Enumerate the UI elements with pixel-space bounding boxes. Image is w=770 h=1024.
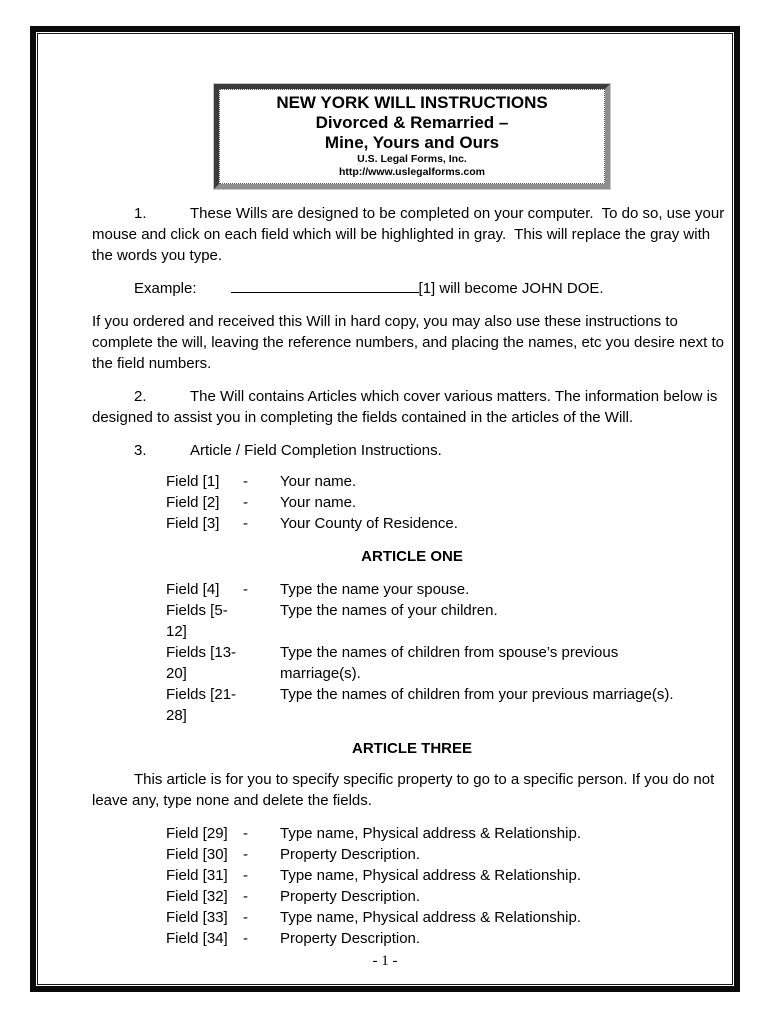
example-label: Example: xyxy=(134,280,197,297)
example-suffix: [1] will become JOHN DOE. xyxy=(418,280,604,297)
field-description: Your name. xyxy=(280,494,357,511)
document-title-line3: Mine, Yours and Ours xyxy=(324,133,500,152)
field-row xyxy=(166,513,732,534)
field-label: Fields [21-28] xyxy=(166,686,237,724)
field-row xyxy=(166,642,732,684)
field-dash: - xyxy=(243,909,248,926)
paragraph-2-text: The Will contains Articles which cover various matters. The information below is designed to assist you in completing the fields contained in the articles of the Will. xyxy=(92,388,722,426)
paragraph-1-text: These Wills are designed to be completed on your computer. To do so, use your mouse and click on each field which will be highlighted in gray. This will replace the gray with the words you type. xyxy=(92,205,729,264)
field-dash: - xyxy=(243,930,248,947)
field-dash: - xyxy=(243,581,248,598)
field-description: Property Description. xyxy=(280,888,421,905)
field-dash: - xyxy=(243,473,248,490)
field-label: Field [1] xyxy=(166,473,220,490)
field-row xyxy=(166,492,732,513)
field-description: Type the name your spouse. xyxy=(280,581,470,598)
paragraph-2 xyxy=(92,386,732,428)
paragraph-3-text: Article / Field Completion Instructions. xyxy=(190,442,442,459)
field-description: Type name, Physical address & Relationship. xyxy=(280,867,581,884)
field-dash: - xyxy=(243,825,248,842)
field-description: Type name, Physical address & Relationship. xyxy=(280,909,581,926)
paragraph-hardcopy-text: If you ordered and received this Will in hard copy, you may also use these instructions to complete the will, leaving the reference numbers, and placing the names, etc you desire next to the field numbers. xyxy=(92,313,729,372)
field-label: Field [4] xyxy=(166,581,220,598)
field-row xyxy=(166,471,732,492)
field-dash xyxy=(243,684,280,726)
field-label: Field [31] xyxy=(166,867,228,884)
page-content xyxy=(38,34,732,984)
page-border-inner-rule xyxy=(37,33,733,985)
publisher-name: U.S. Legal Forms, Inc. xyxy=(357,153,467,165)
page-border-frame xyxy=(30,26,740,992)
example-blank-underline xyxy=(231,278,419,293)
article-three-intro-text: This article is for you to specify specific property to go to a specific person. If you do not leave any, type none and delete the fields. xyxy=(92,771,719,809)
title-box xyxy=(214,84,610,189)
field-row xyxy=(166,865,732,886)
field-row xyxy=(166,823,732,844)
field-description: Property Description. xyxy=(280,846,421,863)
field-dash: - xyxy=(243,888,248,905)
paragraph-2-number: 2. xyxy=(134,388,147,405)
field-description: Type the names of children from your previous marriage(s). xyxy=(280,686,674,703)
field-dash xyxy=(243,642,280,684)
field-description: Type name, Physical address & Relationship. xyxy=(280,825,581,842)
field-dash xyxy=(243,600,280,642)
field-row xyxy=(166,844,732,865)
field-row xyxy=(166,907,732,928)
field-description: Property Description. xyxy=(280,930,421,947)
field-description: Your County of Residence. xyxy=(280,515,458,532)
field-row xyxy=(166,928,732,949)
field-description: Type the names of your children. xyxy=(280,602,498,619)
field-label: Field [34] xyxy=(166,930,228,947)
field-label: Field [2] xyxy=(166,494,220,511)
paragraph-hardcopy xyxy=(92,311,732,374)
paragraph-1 xyxy=(92,203,732,266)
field-description: Type the names of children from spouse’s previous marriage(s). xyxy=(280,644,619,682)
article-one-heading: ARTICLE ONE xyxy=(361,548,463,565)
field-label: Fields [13-20] xyxy=(166,644,237,682)
field-row xyxy=(166,886,732,907)
document-title-line2: Divorced & Remarried – xyxy=(315,113,509,132)
article-three-intro xyxy=(92,769,732,811)
field-label: Field [3] xyxy=(166,515,220,532)
field-row xyxy=(166,579,732,600)
example-line xyxy=(92,278,732,299)
field-label: Fields [5-12] xyxy=(166,602,228,640)
field-label: Field [30] xyxy=(166,846,228,863)
field-label: Field [32] xyxy=(166,888,228,905)
document-title-line1: NEW YORK WILL INSTRUCTIONS xyxy=(276,93,548,112)
field-dash: - xyxy=(243,846,248,863)
field-row xyxy=(166,600,732,642)
page-number: - 1 - xyxy=(372,953,398,969)
paragraph-3 xyxy=(92,440,732,461)
field-row xyxy=(166,684,732,726)
field-label: Field [33] xyxy=(166,909,228,926)
article-three-field-list xyxy=(92,823,732,949)
article-one-field-list xyxy=(92,579,732,726)
article-three-heading: ARTICLE THREE xyxy=(352,740,472,757)
paragraph-3-number: 3. xyxy=(134,442,147,459)
field-dash: - xyxy=(243,494,248,511)
paragraph-1-number: 1. xyxy=(134,205,147,222)
title-box-inner xyxy=(219,89,605,184)
field-dash: - xyxy=(243,867,248,884)
field-description: Your name. xyxy=(280,473,357,490)
general-field-list xyxy=(92,471,732,534)
field-label: Field [29] xyxy=(166,825,228,842)
field-dash: - xyxy=(243,515,248,532)
publisher-url: http://www.uslegalforms.com xyxy=(338,166,486,178)
